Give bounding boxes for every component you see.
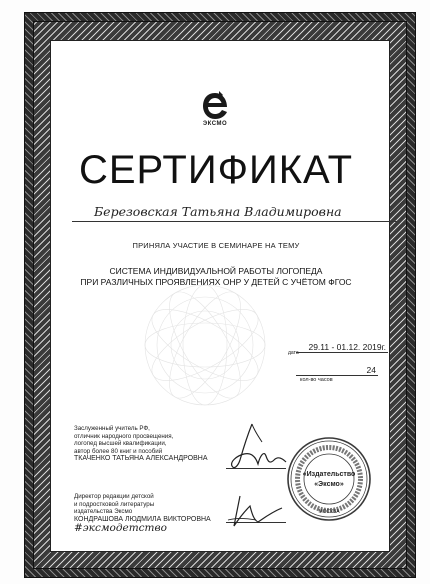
signatory-1-name: ТКАЧЕНКО ТАТЬЯНА АЛЕКСАНДРОВНА: [74, 455, 208, 462]
stamp-center-line-1: «Издательство: [302, 471, 356, 478]
seminar-topic: [80, 266, 352, 288]
signatory-2-line-1: Директор редакции детской: [74, 493, 154, 500]
signatory-1-line-1: Заслуженный учитель РФ,: [74, 425, 150, 432]
date-value: 29.11 - 01.12. 2019г.: [296, 342, 388, 353]
signatory-2-line-3: издательства Эксмо: [74, 508, 133, 515]
hashtag: #эксмодетство: [74, 522, 167, 534]
seminar-topic-line-2: ПРИ РАЗЛИЧНЫХ ПРОЯВЛЕНИЯХ ОНР У ДЕТЕЙ С УЧЁТОМ ФГОС: [80, 277, 352, 287]
hours-label: кол-во часов: [300, 377, 333, 383]
publisher-round-stamp: [286, 436, 372, 522]
eksmo-logo-icon: [200, 90, 230, 122]
signatory-1-line-3: логопед высшей квалификации,: [74, 440, 167, 447]
participation-statement: ПРИНЯЛА УЧАСТИЕ В СЕМИНАРЕ НА ТЕМУ: [132, 241, 300, 250]
signatory-2-name: КОНДРАШОВА ЛЮДМИЛА ВИКТОРОВНА: [74, 515, 211, 523]
certificate-title: СЕРТИФИКАТ: [78, 148, 354, 192]
handwritten-signature-2: [220, 490, 292, 532]
seminar-topic-line-1: СИСТЕМА ИНДИВИДУАЛЬНОЙ РАБОТЫ ЛОГОПЕДА: [109, 266, 323, 276]
handwritten-signature-1: [222, 420, 292, 476]
hours-value: 24: [296, 365, 378, 376]
signatory-2-line-2: и подростковой литературы: [74, 500, 155, 508]
guilloche-rosette-watermark: [130, 270, 280, 420]
publisher-logo-text: ЭКСМО: [202, 121, 228, 127]
signatory-1-line-4: автор более 80 книг и пособий: [74, 447, 163, 455]
stamp-center-line-2: «Эксмо»: [314, 481, 344, 488]
stamp-city: МОСКВА: [318, 509, 340, 515]
signatory-1-credentials: [74, 425, 234, 463]
signatory-1-line-2: отличник народного просвещения,: [74, 432, 174, 440]
signatory-2-credentials: [74, 493, 234, 523]
date-label: дата: [288, 350, 299, 356]
recipient-name: Березовская Татьяна Владимировна: [72, 200, 397, 222]
